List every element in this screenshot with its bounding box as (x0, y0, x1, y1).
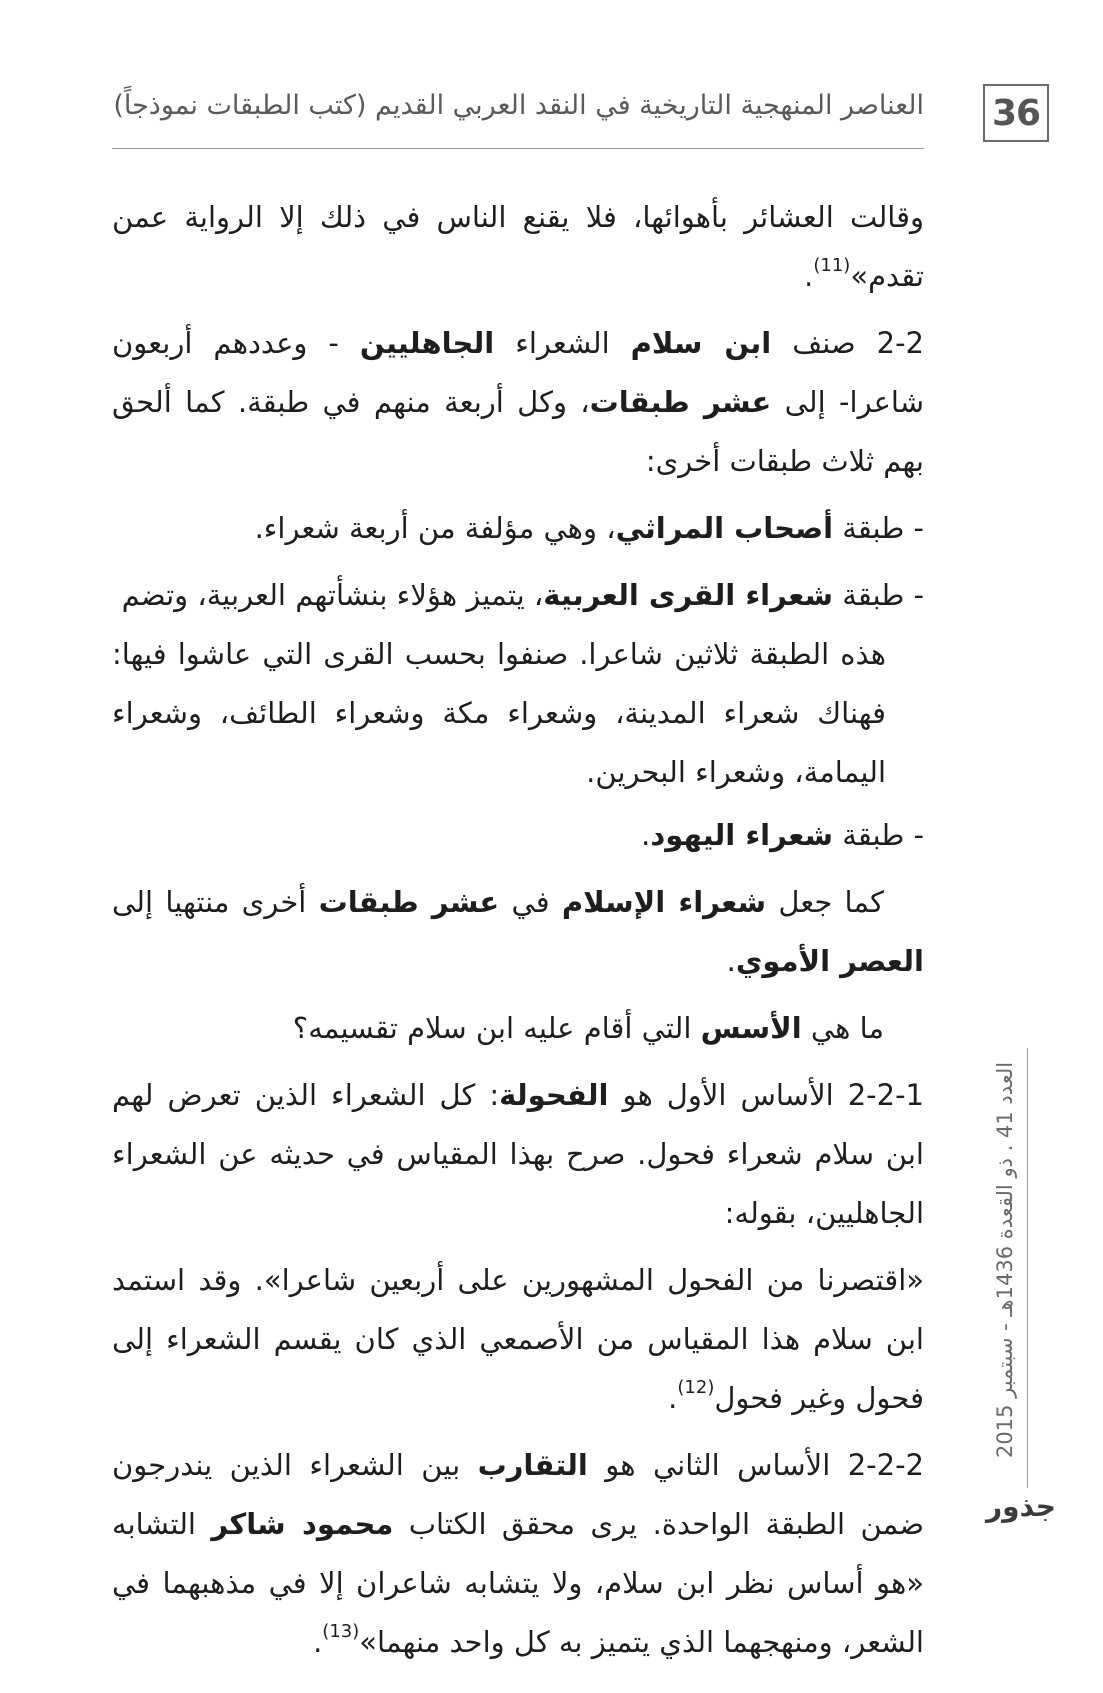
header-divider (112, 148, 924, 149)
article-body (112, 188, 924, 1680)
running-header: العناصر المنهجية التاريخية في النقد العربي القديم (كتب الطبقات نموذجاً) (113, 90, 924, 121)
list-item-village-poets-continued: هذه الطبقة ثلاثين شاعرا. صنفوا بحسب القرى التي عاشوا فيها: فهناك شعراء المدينة، وشعراء مكة وشعراء الطائف، وشعراء اليمامة، وشعراء البحرين. (112, 637, 886, 789)
list-item-jewish-poets: - طبقة شعراء اليهود. (641, 818, 924, 852)
paragraph-section-2-2: 2-2 صنف ابن سلام الشعراء الجاهليين - وعددهم أربعون شاعرا- إلى عشر طبقات، وكل أربعة منهم في طبقة. كما ألحق بهم ثلاث طبقات أخرى: (112, 326, 925, 478)
list-item-village-poets: - طبقة شعراء القرى العربية، يتميز هؤلاء بنشأتهم العربية، وتضم (121, 578, 924, 612)
paragraph-section-2-2-2: 2-2-2 الأساس الثاني هو التقارب بين الشعراء الذين يندرجون ضمن الطبقة الواحدة. يرى محقق الكتاب محمود شاكر التشابه «هو أساس نظر ابن سلام، ولا يتشابه شاعران إلا في مذهبهما في الشعر، ومنهجهما الذي يتميز به كل واحد منهما»$^{(13)}$. (112, 1448, 924, 1659)
footnote-ref-13: (13) (322, 1621, 360, 1643)
paragraph-section-2-2-1: 2-2-1 الأساس الأول هو الفحولة: كل الشعراء الذين تعرض لهم ابن سلام شعراء فحول. صرح بهذا المقياس في حديثه عن الشعراء الجاهليين، بقوله: (112, 1078, 924, 1230)
list-item-elegy-poets: - طبقة أصحاب المراثي، وهي مؤلفة من أربعة شعراء. (254, 511, 924, 545)
question-foundations: ما هي الأسس التي أقام عليه ابن سلام تقسيمه؟ (292, 1011, 884, 1045)
journal-logo: جذور (986, 1490, 1056, 1523)
page-number: 36 (991, 92, 1041, 134)
paragraph-islam-poets: كما جعل شعراء الإسلام في عشر طبقات أخرى منتهيا إلى العصر الأموي. (112, 885, 924, 978)
paragraph-quote-forty-poets: «اقتصرنا من الفحول المشهورين على أربعين شاعرا». وقد استمد ابن سلام هذا المقياس من الأصمعي الذي كان يقسم الشعراء إلى فحول وغير فحول$^{(12)}$. (112, 1263, 924, 1415)
paragraph-quote-end: وقالت العشائر بأهوائها، فلا يقنع الناس في ذلك إلا الرواية عمن تقدم»$^{(11)}$. (112, 200, 924, 293)
page-number-box (983, 84, 1049, 142)
issue-info: العدد 41 . ذو القعدة 1436هـ - سبتمبر 2015 (993, 1061, 1017, 1459)
footnote-ref-12: (12) (677, 1377, 715, 1399)
footnote-ref-11: (11) (813, 255, 851, 277)
